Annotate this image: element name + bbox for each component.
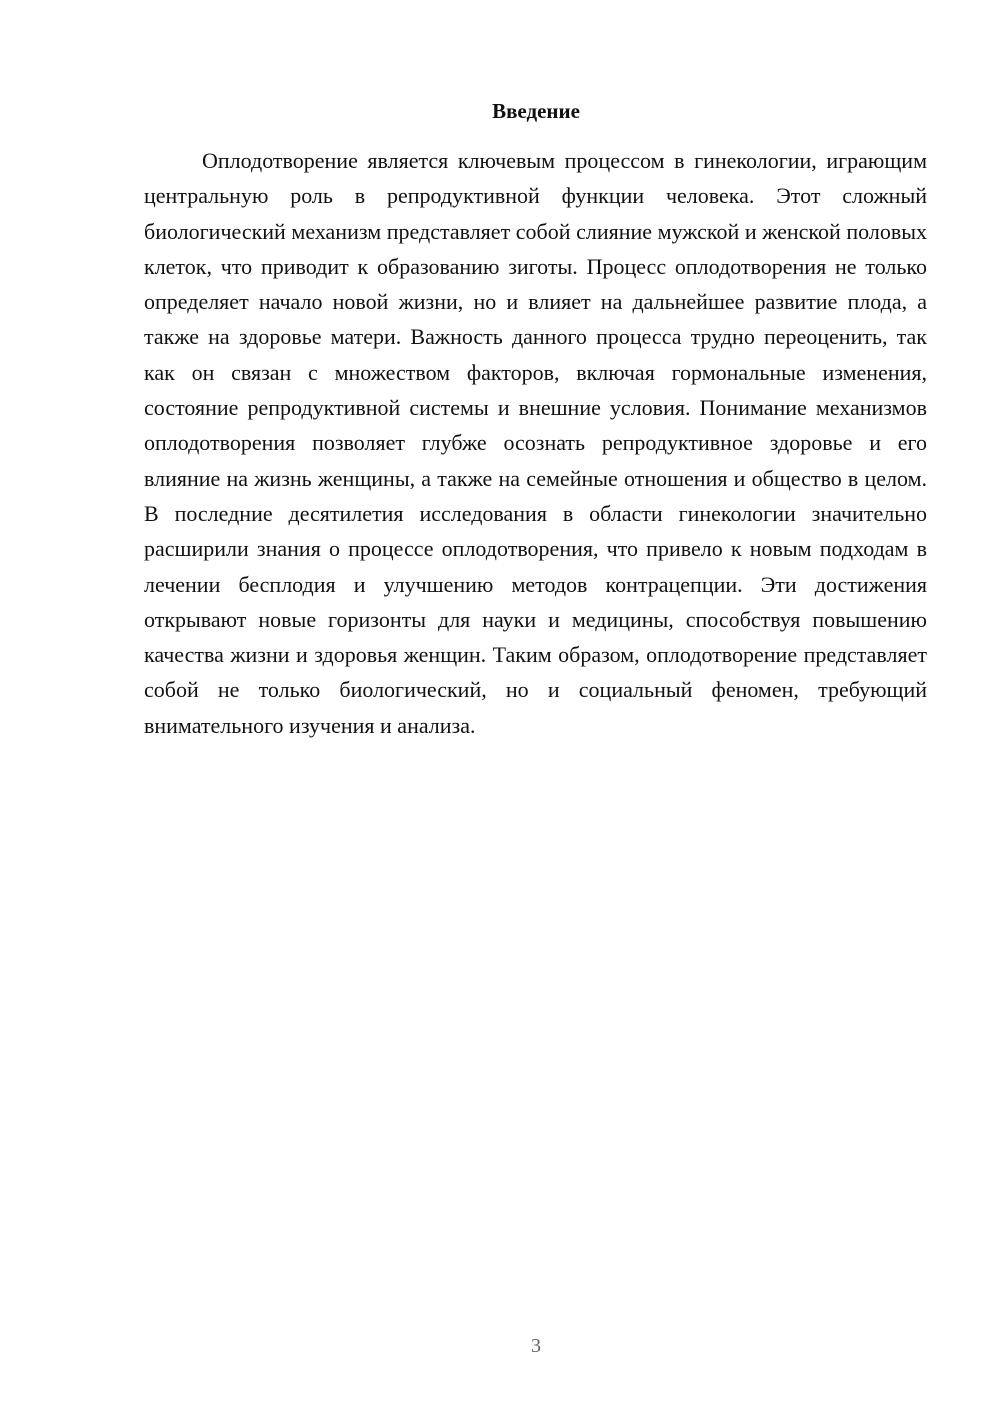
page-number: 3 — [531, 1335, 541, 1357]
page-title: Введение — [492, 99, 580, 123]
body-paragraph: Оплодотворение является ключевым процессом в гинекологии, играющим центральную роль в репродуктивной функции человека. Этот сложный биологический механизм представляет собой слияние мужской и женской половых клеток, что приводит к образованию зиготы. Процесс оплодотворения не только определяет начало новой жизни, но и влияет на дальнейшее развитие плода, а также на здоровье матери. Важность данного процесса трудно переоценить, так как он связан с множеством факторов, включая гормональные изменения, состояние репродуктивной системы и внешние условия. Понимание механизмов оплодотворения позволяет глубже осознать репродуктивное здоровье и его влияние на жизнь женщины, а также на семейные отношения и общество в целом. В последние десятилетия исследования в области гинекологии значительно расширили знания о процессе оплодотворения, что привело к новым подходам в лечении бесплодия и улучшению методов контрацепции. Эти достижения открывают новые горизонты для науки и медицины, способствуя повышению качества жизни и здоровья женщин. Таким образом, оплодотворение представляет собой не только биологический, но и социальный феномен, требующий внимательного изучения и анализа. — [144, 148, 927, 738]
